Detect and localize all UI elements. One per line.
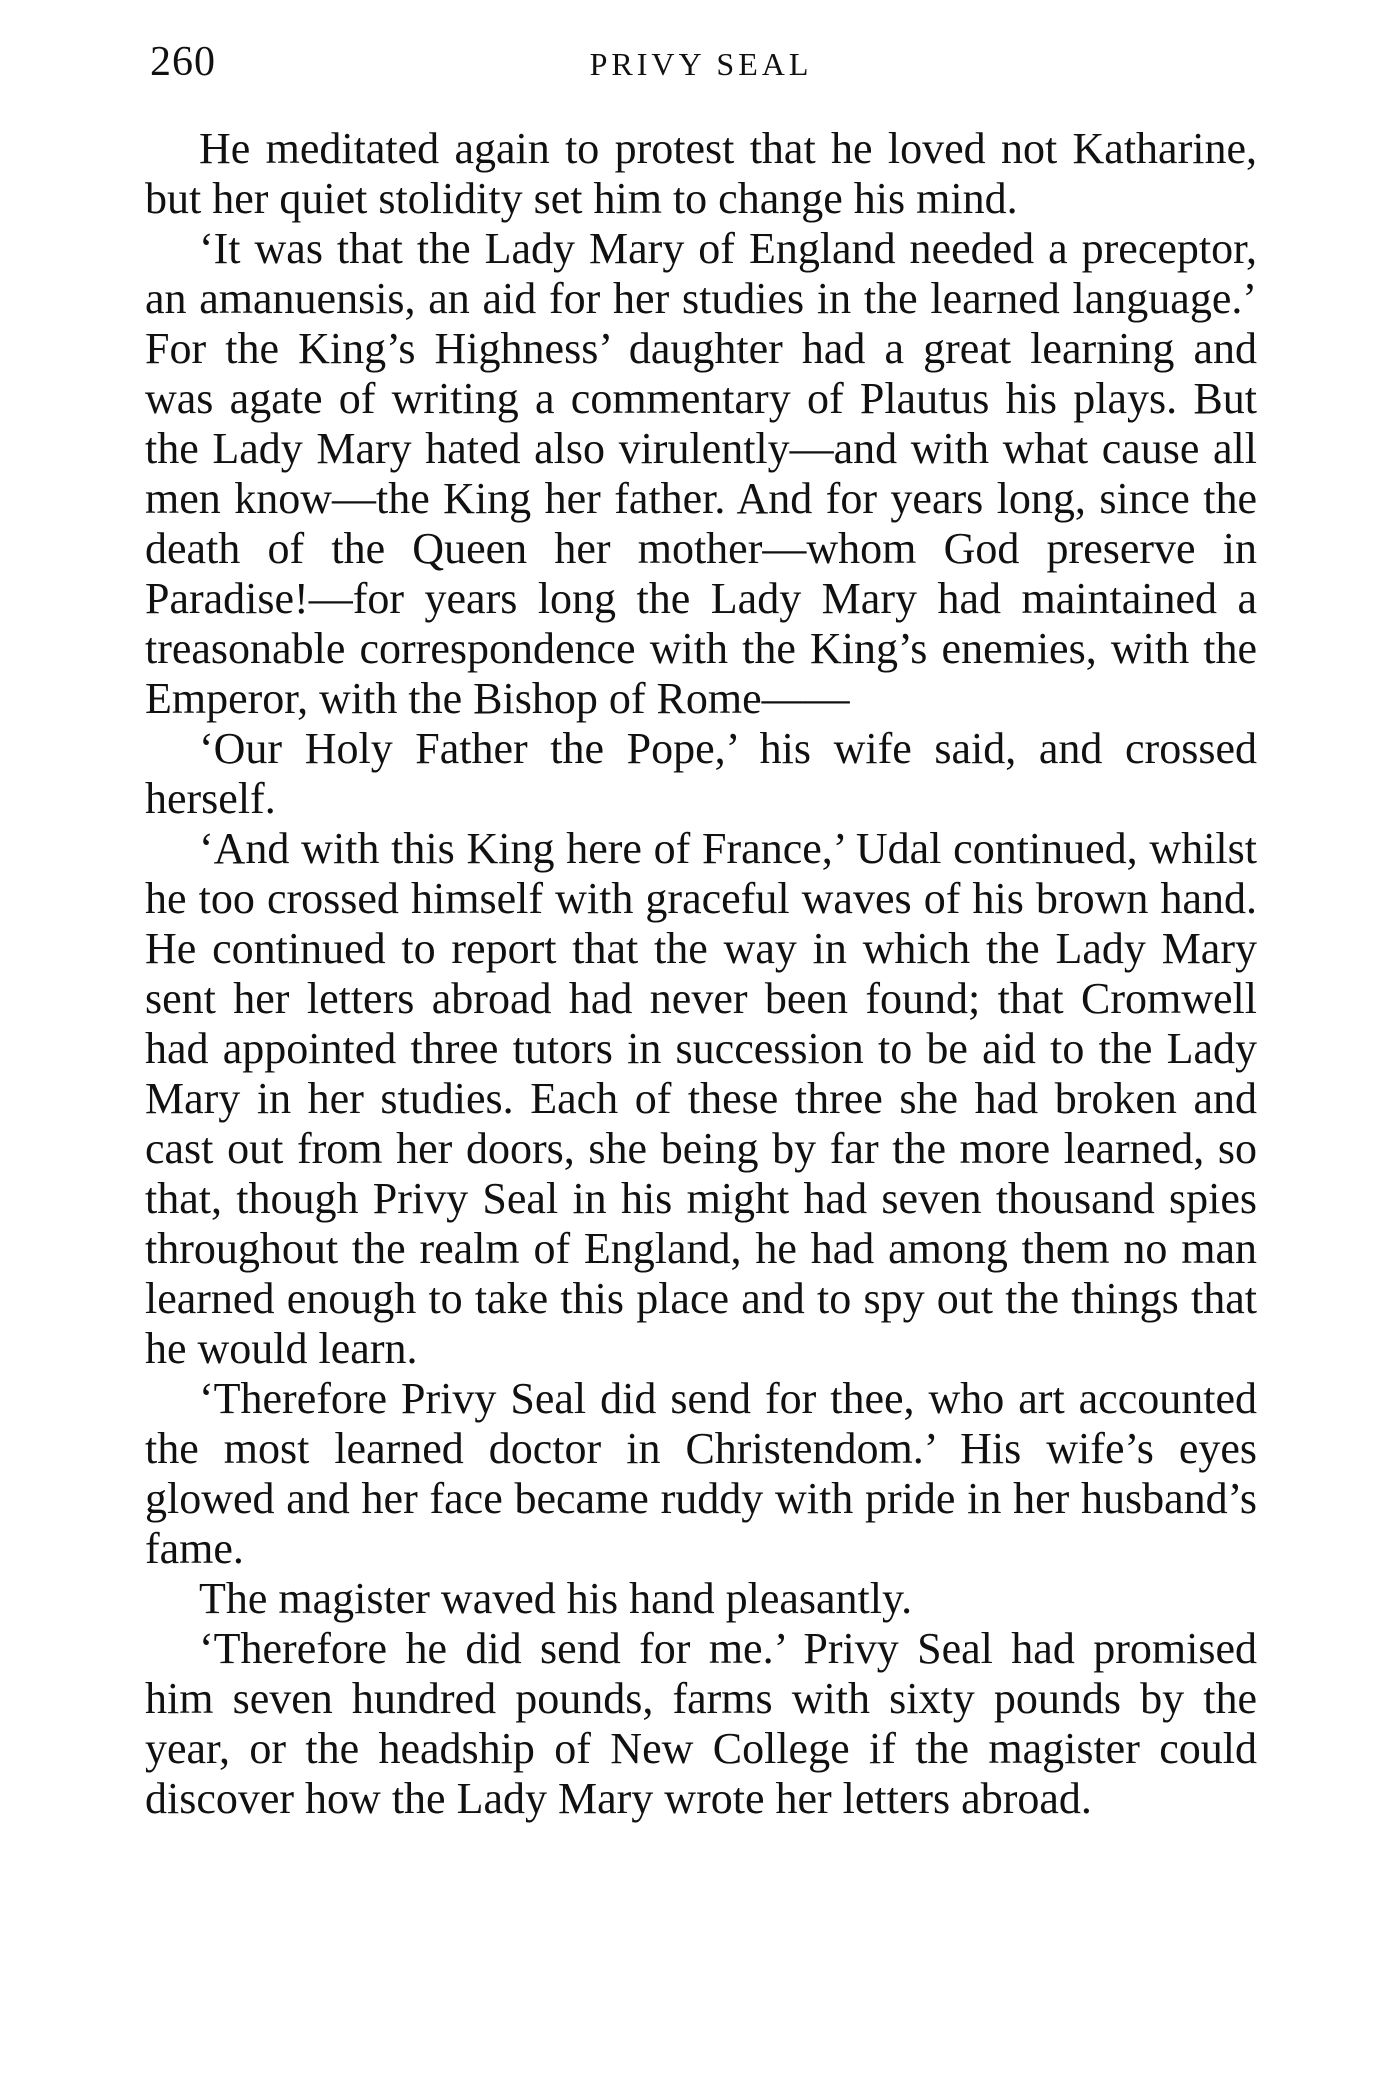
book-page <box>145 30 1257 1824</box>
body-text <box>145 124 1257 1824</box>
paragraph: ‘Therefore Privy Seal did send for thee, who art accounted the most learned doctor in Christendom.’ His wife’s eyes glowed and her face became ruddy with pride in her husband’s fame. <box>145 1374 1257 1573</box>
paragraph: ‘And with this King here of France,’ Udal continued, whilst he too crossed himself with graceful waves of his brown hand. He continued to report that the way in which the Lady Mary sent her letters abroad had never been found; that Cromwell had appointed three tutors in succession to be aid to the Lady Mary in her studies. Each of these three she had broken and cast out from her doors, she being by far the more learned, so that, though Privy Seal in his might had seven thousand spies throughout the realm of England, he had among them no man learned enough to take this place and to spy out the things that he would learn. <box>145 824 1257 1373</box>
page-header <box>145 30 1257 90</box>
paragraph: He meditated again to protest that he loved not Katharine, but her quiet stolidity set him to change his mind. <box>145 124 1257 223</box>
paragraph: The magister waved his hand pleasantly. <box>199 1574 913 1623</box>
page-number: 260 <box>150 39 216 85</box>
running-head: PRIVY SEAL <box>589 46 813 82</box>
paragraph: ‘It was that the Lady Mary of England needed a preceptor, an amanuensis, an aid for her studies in the learned language.’ For the King’s Highness’ daughter had a great learning and was agate of writing a commentary of Plautus his plays. But the Lady Mary hated also virulently—and with what cause all men know—the King her father. And for years long, since the death of the Queen her mother—whom God preserve in Paradise!—for years long the Lady Mary had maintained a treasonable correspondence with the King’s enemies, with the Emperor, with the Bishop of Rome—— <box>145 224 1257 723</box>
paragraph: ‘Our Holy Father the Pope,’ his wife said, and crossed herself. <box>145 724 1257 823</box>
paragraph: ‘Therefore he did send for me.’ Privy Seal had promised him seven hundred pounds, farms with sixty pounds by the year, or the headship of New College if the magister could discover how the Lady Mary wrote her letters abroad. <box>145 1624 1257 1823</box>
